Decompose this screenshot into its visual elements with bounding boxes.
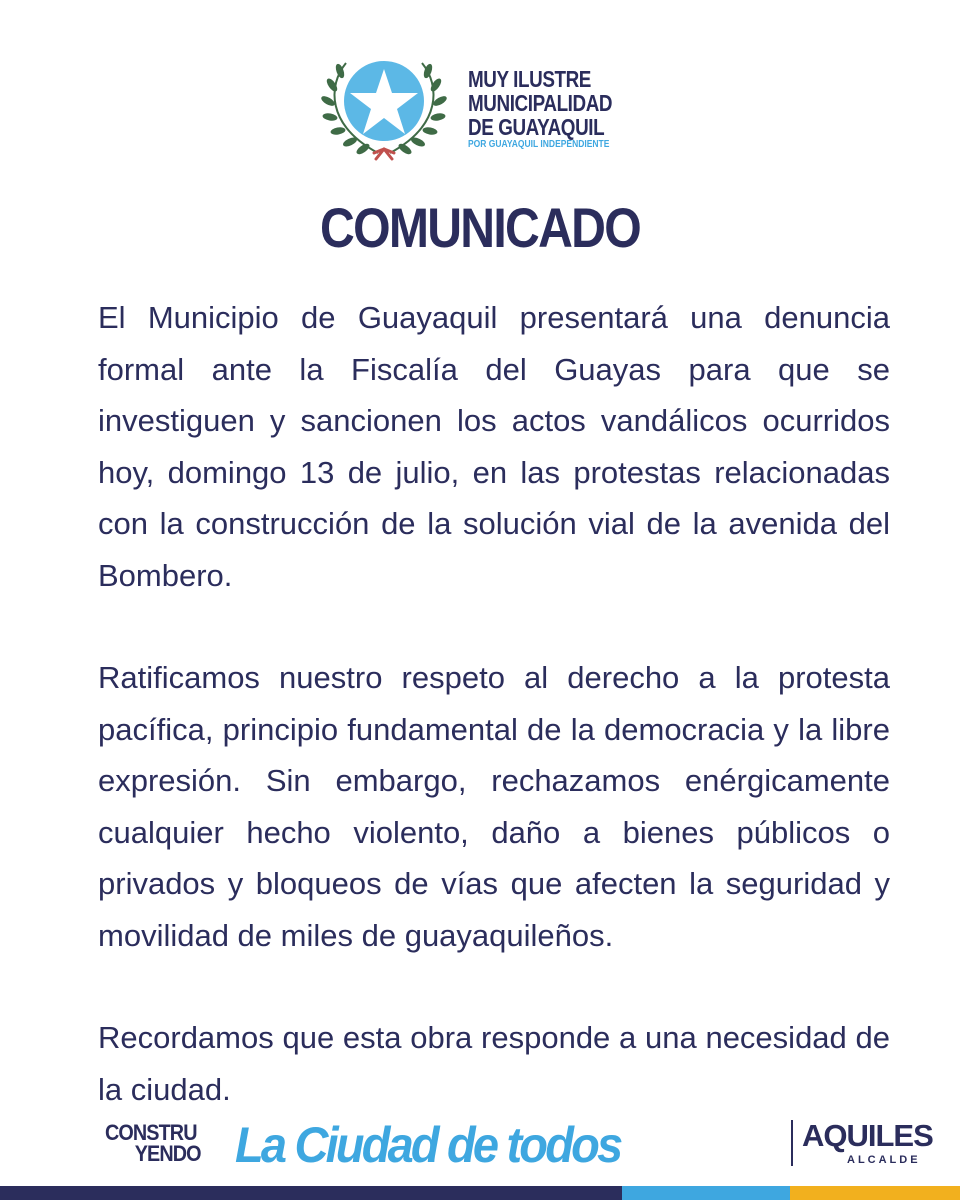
org-tagline: POR GUAYAQUIL INDEPENDIENTE: [468, 139, 610, 150]
footer-divider: [791, 1120, 793, 1166]
color-stripe: [0, 1186, 960, 1200]
statement-paragraph-1: El Municipio de Guayaquil presentará una denuncia formal ante la Fiscalía del Guayas para que se investiguen y sancionen los actos vandálicos ocurridos hoy, domingo 13 de julio, en las protestas relacionadas con la construcción de la solución vial de la avenida del Bombero.: [98, 300, 890, 593]
construyendo-logo: [105, 1122, 211, 1164]
mayor-name: AQUILES: [802, 1118, 933, 1153]
slogan: La Ciudad de todos: [235, 1117, 621, 1173]
statement-paragraph-2: Ratificamos nuestro respeto al derecho a la protesta pacífica, principio fundamental de la democracia y la libre expresión. Sin embargo, rechazamos enérgicamente cualquier hecho violento, daño a bienes públicos o privados y bloqueos de vías que afecten la seguridad y movilidad de miles de guayaquileños.: [98, 660, 890, 953]
construyendo-line-2: YENDO: [134, 1141, 201, 1166]
org-name-line-2: MUNICIPALIDAD: [468, 90, 613, 116]
statement-paragraph-3: Recordamos que esta obra responde a una necesidad de la ciudad.: [98, 1020, 890, 1107]
municipality-name: [468, 67, 644, 151]
page-title: [0, 195, 960, 260]
stripe-yellow: [790, 1186, 960, 1200]
mayor-title: ALCALDE: [847, 1154, 921, 1166]
page-title-text: COMUNICADO: [320, 196, 640, 259]
municipality-logo: [318, 55, 648, 165]
org-name-line-1: MUY ILUSTRE: [468, 66, 591, 92]
construyendo-line-1: CONSTRU: [105, 1120, 197, 1145]
footer-branding: [105, 1117, 933, 1174]
star-laurel-emblem-icon: [318, 55, 450, 165]
stripe-blue: [622, 1186, 790, 1200]
statement-body: [98, 292, 890, 1115]
org-name-line-3: DE GUAYAQUIL: [468, 114, 605, 140]
stripe-navy: [0, 1186, 622, 1200]
